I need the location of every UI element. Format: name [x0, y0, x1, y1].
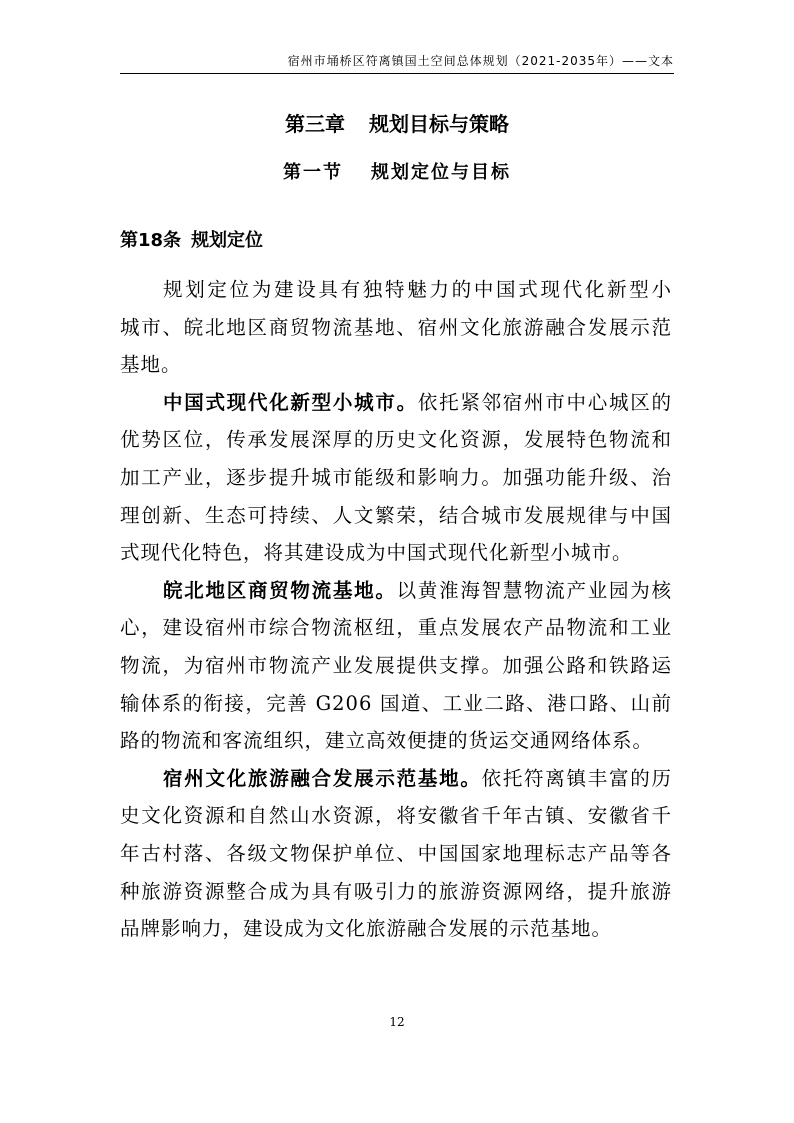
paragraph-line [120, 271, 672, 309]
chapter-title: 规划目标与策略 [369, 112, 509, 136]
page-number: 12 [389, 1015, 405, 1029]
paragraph-line [120, 722, 672, 760]
paragraph-line [120, 497, 672, 535]
paragraph-line [120, 647, 672, 685]
paragraph-line [120, 873, 672, 911]
paragraph-lead: 中国式现代化新型小城市。 [163, 390, 418, 414]
paragraph-line [120, 835, 672, 873]
line-text: 品牌影响力，建设成为文化旅游融合发展的示范基地。 [120, 917, 613, 941]
line-text: 以黄淮海智慧物流产业园为核 [396, 578, 672, 602]
paragraph-line [120, 309, 672, 347]
line-text: 史文化资源和自然山水资源，将安徽省千年古镇、安徽省千 [120, 804, 672, 828]
article-heading [120, 226, 263, 252]
paragraph-line [120, 384, 672, 422]
paragraph-line [120, 797, 672, 835]
paragraph-line [120, 534, 672, 572]
article-title: 规划定位 [191, 230, 264, 251]
paragraph-line [120, 459, 672, 497]
paragraph-line [120, 760, 672, 798]
article-body [120, 271, 672, 948]
paragraph-line [120, 910, 672, 948]
line-text: 输体系的衔接，完善 G206 国道、工业二路、港口路、山前 [120, 691, 672, 715]
chapter-heading [0, 108, 794, 137]
line-text: 路的物流和客流组织，建立高效便捷的货运交通网络体系。 [120, 729, 654, 753]
paragraph-lead: 宿州文化旅游融合发展示范基地。 [163, 766, 482, 790]
line-text: 心，建设宿州市综合物流枢纽，重点发展农产品物流和工业 [120, 616, 672, 640]
line-text: 式现代化特色，将其建设成为中国式现代化新型小城市。 [120, 541, 633, 565]
section-title: 规划定位与目标 [371, 162, 511, 183]
line-text: 物流，为宿州市物流产业发展提供支撑。加强公路和铁路运 [120, 653, 672, 677]
line-text: 基地。 [120, 353, 182, 377]
line-text: 依托紧邻宿州市中心城区的 [417, 390, 672, 414]
section-heading [0, 158, 794, 184]
line-text: 种旅游资源整合成为具有吸引力的旅游资源网络，提升旅游 [120, 879, 672, 903]
paragraph-line [120, 609, 672, 647]
line-text: 加工产业，逐步提升城市能级和影响力。加强功能升级、治 [120, 465, 672, 489]
header-divider [120, 73, 674, 74]
paragraph-lead: 皖北地区商贸物流基地。 [163, 578, 397, 602]
running-header: 宿州市埇桥区符离镇国土空间总体规划（2021-2035年）——文本 [287, 54, 674, 68]
line-text: 依托符离镇丰富的历 [481, 766, 672, 790]
line-text: 城市、皖北地区商贸物流基地、宿州文化旅游融合发展示范 [120, 315, 672, 339]
paragraph-line [120, 346, 672, 384]
section-number: 第一节 [283, 162, 343, 183]
chapter-number: 第三章 [285, 112, 345, 136]
paragraph-line [120, 572, 672, 610]
article-number: 第18条 [120, 230, 182, 251]
line-text: 理创新、生态可持续、人文繁荣，结合城市发展规律与中国 [120, 503, 672, 527]
line-text: 优势区位，传承发展深厚的历史文化资源，发展特色物流和 [120, 428, 672, 452]
paragraph-line [120, 685, 672, 723]
line-text: 规划定位为建设具有独特魅力的中国式现代化新型小 [163, 278, 672, 301]
paragraph-line [120, 421, 672, 459]
line-text: 年古村落、各级文物保护单位、中国国家地理标志产品等各 [120, 841, 672, 865]
